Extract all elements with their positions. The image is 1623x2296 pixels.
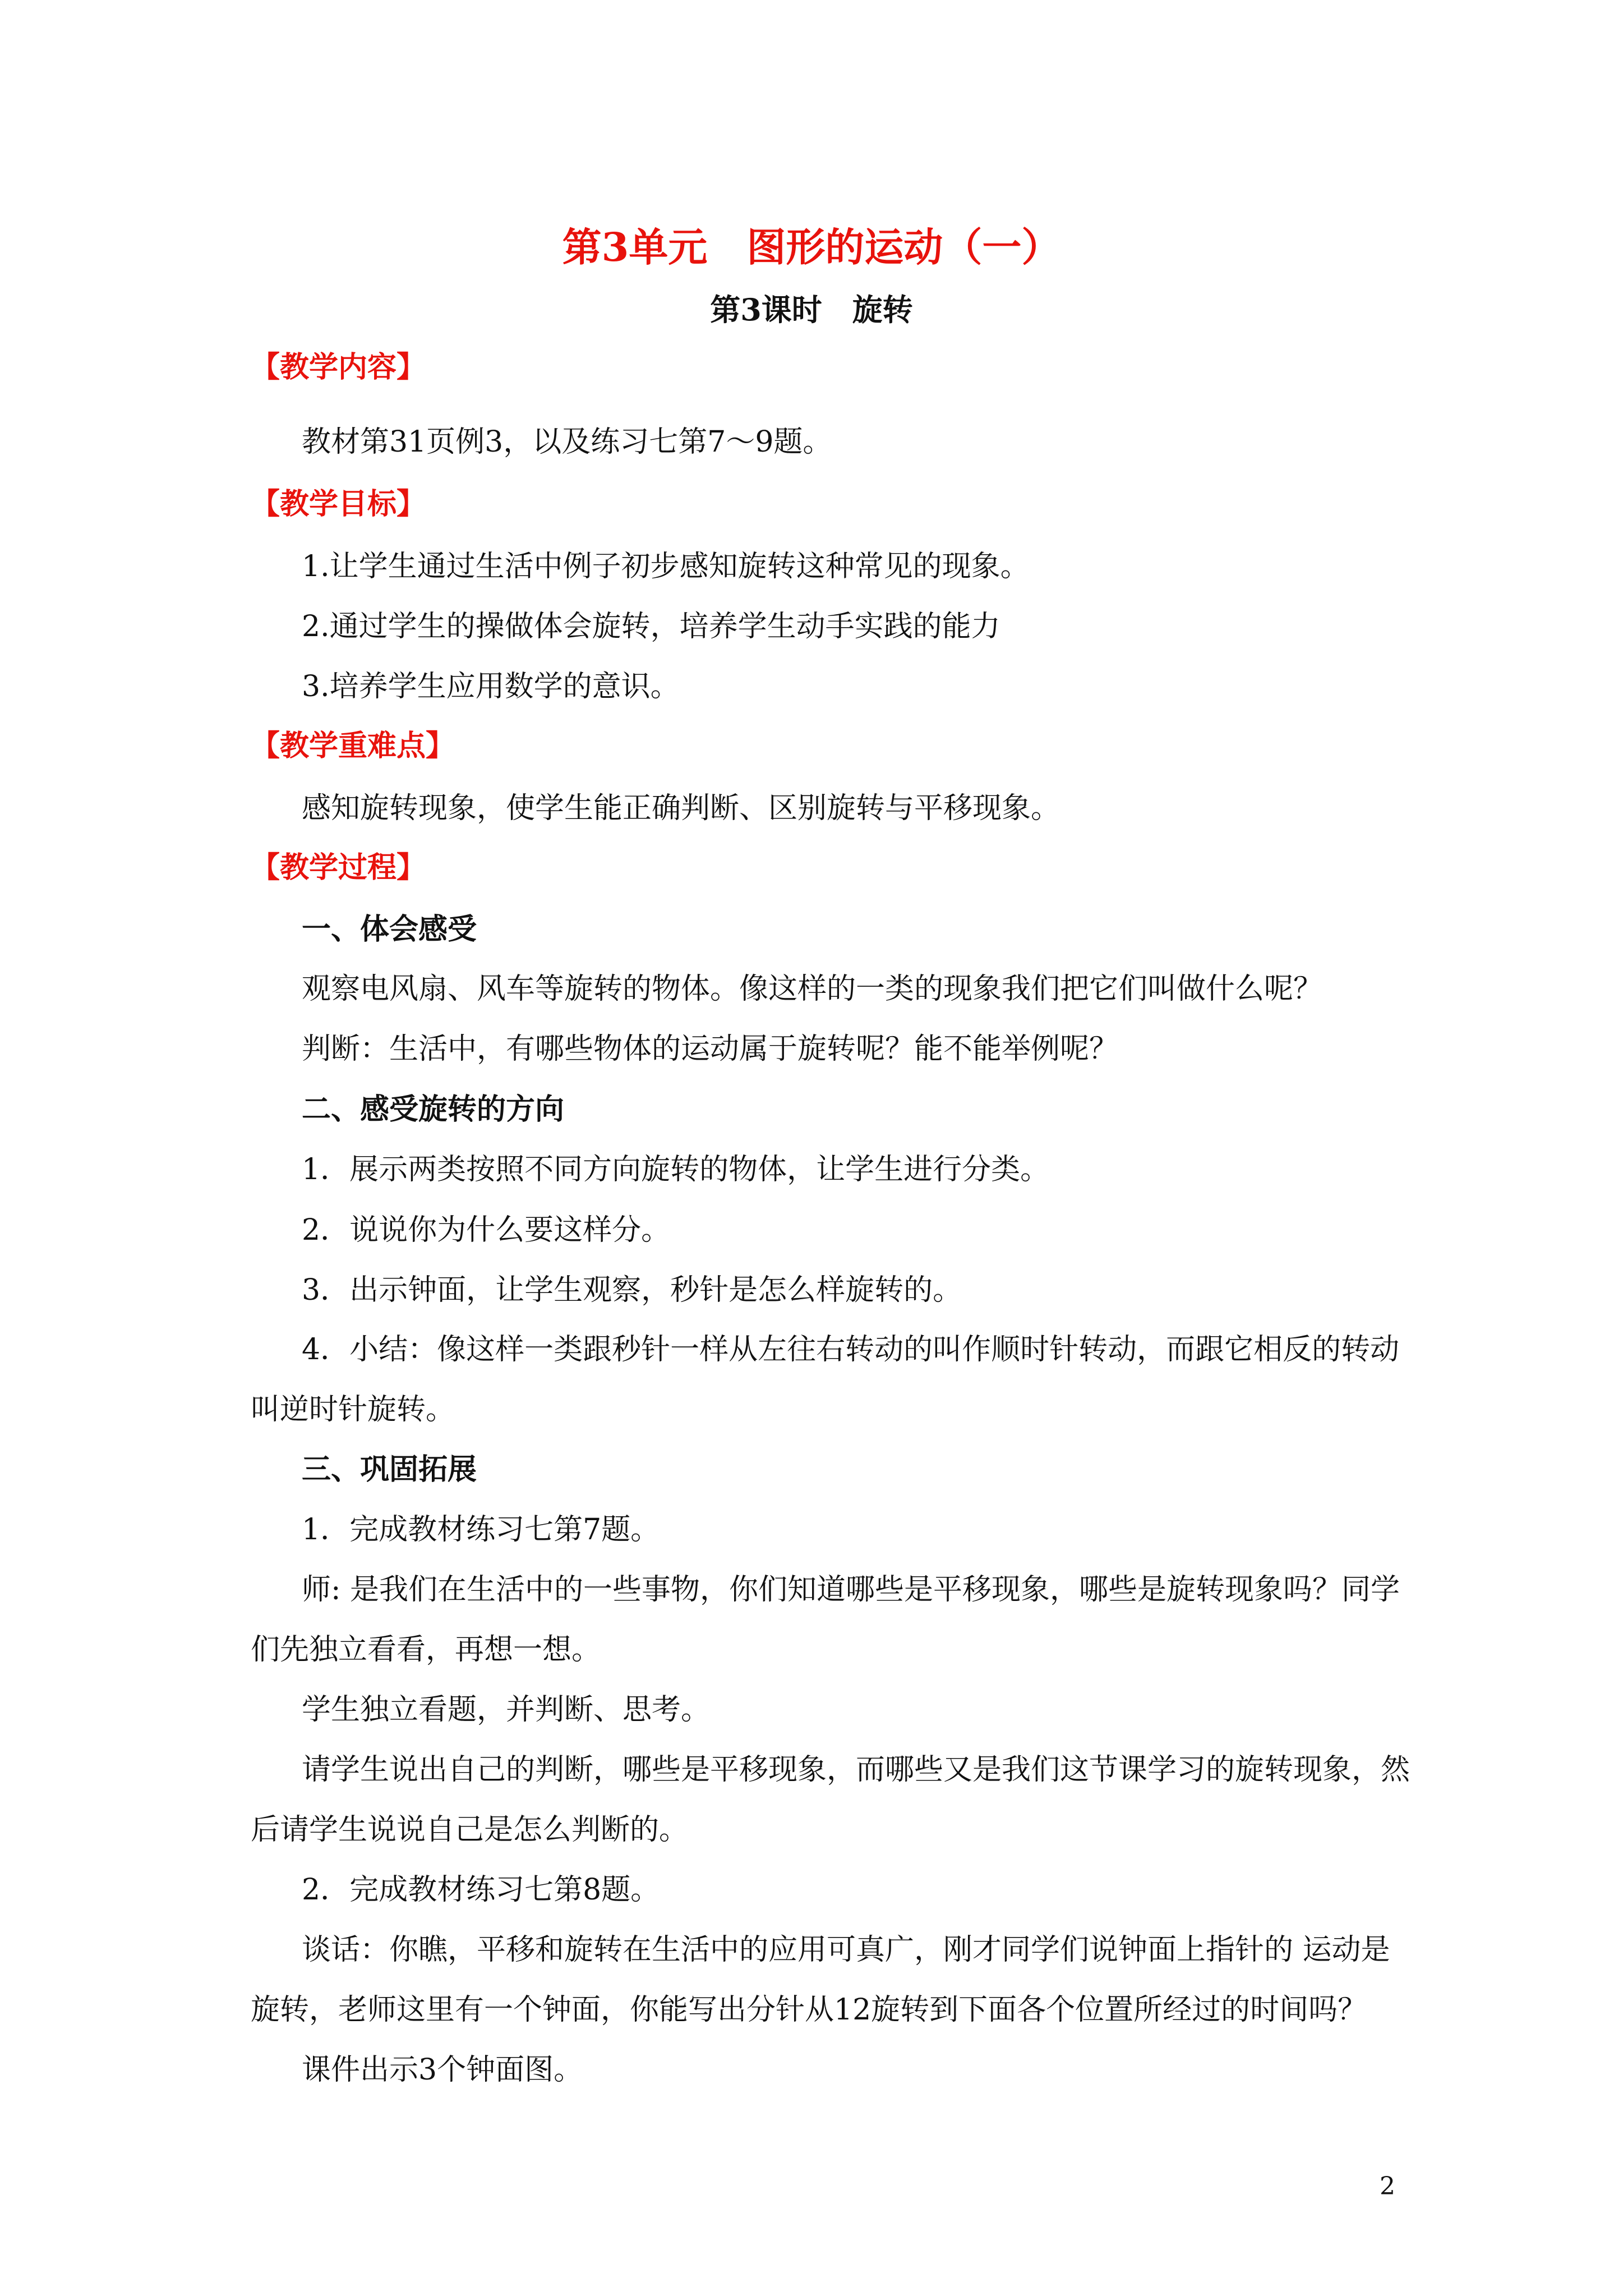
part2-summary-line1: 4．小结：像这样一类跟秒针一样从左往右转动的叫作顺时针转动，而跟它相反的转动 xyxy=(302,1333,1400,1366)
goal-item: 3.培养学生应用数学的意识。 xyxy=(302,670,680,703)
content-text: 教材第31页例3，以及练习七第7～9题。 xyxy=(302,425,832,459)
section-heading-content: 【教学内容】 xyxy=(251,350,426,384)
part2-title: 二、感受旋转的方向 xyxy=(302,1092,565,1126)
part3-ask-line2: 后请学生说说自己是怎么判断的。 xyxy=(251,1813,689,1847)
document-title: 第3单元 图形的运动（一） xyxy=(562,224,1061,270)
key-text: 感知旋转现象，使学生能正确判断、区别旋转与平移现象。 xyxy=(302,792,1061,825)
part3-item: 1．完成教材练习七第7题。 xyxy=(302,1513,660,1547)
part3-talk-line1: 谈话：你瞧，平移和旋转在生活中的应用可真广，刚才同学们说钟面上指针的 运动是 xyxy=(302,1933,1390,1967)
part1-title: 一、体会感受 xyxy=(302,912,477,946)
part2-line: 2．说说你为什么要这样分。 xyxy=(302,1213,671,1247)
part3-teacher-line2: 们先独立看看，再想一想。 xyxy=(251,1633,601,1667)
part1-line: 判断：生活中，有哪些物体的运动属于旋转呢？能不能举例呢？ xyxy=(302,1032,1119,1066)
part3-item: 2．完成教材练习七第8题。 xyxy=(302,1873,660,1907)
section-heading-key: 【教学重难点】 xyxy=(251,729,455,763)
part3-title: 三、巩固拓展 xyxy=(302,1452,477,1487)
part1-line: 观察电风扇、风车等旋转的物体。像这样的一类的现象我们把它们叫做什么呢？ xyxy=(302,972,1323,1006)
part2-line: 3．出示钟面，让学生观察，秒针是怎么样旋转的。 xyxy=(302,1273,962,1307)
goal-item: 2.通过学生的操做体会旋转，培养学生动手实践的能力 xyxy=(302,610,1000,643)
part3-talk-line2: 旋转，老师这里有一个钟面，你能写出分针从12旋转到下面各个位置所经过的时间吗？ xyxy=(251,1993,1367,2027)
part2-line: 1．展示两类按照不同方向旋转的物体，让学生进行分类。 xyxy=(302,1153,1050,1186)
part3-ask-line1: 请学生说出自己的判断，哪些是平移现象，而哪些又是我们这节课学习的旋转现象，然 xyxy=(302,1753,1410,1787)
page-number: 2 xyxy=(1380,2172,1395,2201)
part2-summary-line2: 叫逆时针旋转。 xyxy=(251,1393,455,1427)
part3-show: 课件出示3个钟面图。 xyxy=(302,2053,583,2087)
part3-students: 学生独立看题，并判断、思考。 xyxy=(302,1693,711,1727)
part3-teacher-line1: 师: 是我们在生活中的一些事物，你们知道哪些是平移现象，哪些是旋转现象吗？同学 xyxy=(302,1573,1400,1607)
section-heading-goals: 【教学目标】 xyxy=(251,487,426,521)
section-heading-process: 【教学过程】 xyxy=(251,850,426,885)
goal-item: 1.让学生通过生活中例子初步感知旋转这种常见的现象。 xyxy=(302,550,1030,583)
lesson-subtitle: 第3课时 旋转 xyxy=(710,292,913,328)
